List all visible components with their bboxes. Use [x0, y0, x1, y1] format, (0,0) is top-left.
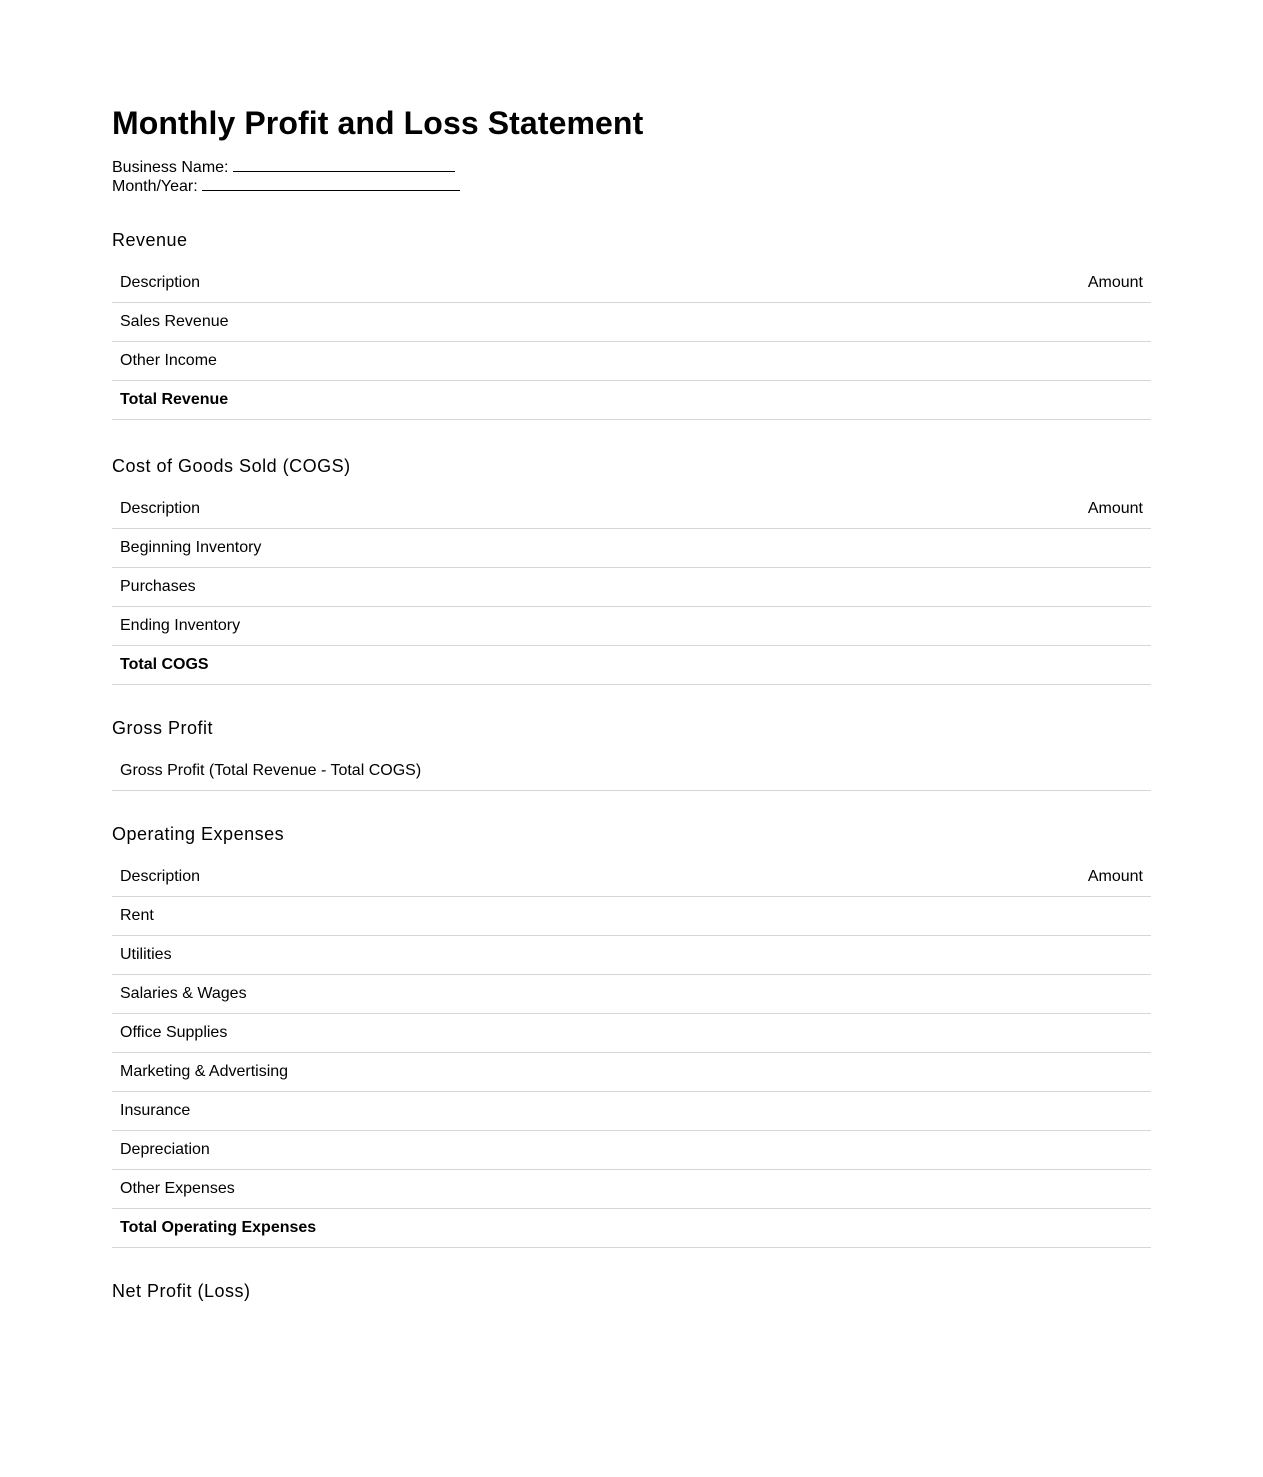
table-row — [112, 1131, 1151, 1170]
net-profit-section — [112, 1279, 1151, 1303]
row-label: Marketing & Advertising — [112, 1053, 890, 1092]
row-label: Sales Revenue — [112, 303, 773, 342]
statement — [112, 103, 1151, 1303]
amount-cell[interactable] — [890, 936, 1151, 975]
table-header-row — [112, 858, 1151, 897]
row-label: Other Expenses — [112, 1170, 890, 1209]
amount-cell[interactable] — [890, 975, 1151, 1014]
amount-cell[interactable] — [890, 1092, 1151, 1131]
operating-expenses-table — [112, 858, 1151, 1248]
cogs-heading: Cost of Goods Sold (COGS) — [112, 456, 351, 476]
total-label: Total Operating Expenses — [112, 1209, 890, 1248]
table-row — [112, 936, 1151, 975]
row-label: Utilities — [112, 936, 890, 975]
row-label: Depreciation — [112, 1131, 890, 1170]
gross-profit-heading: Gross Profit — [112, 718, 214, 738]
month-year-line — [112, 177, 1151, 196]
month-year-blank[interactable] — [202, 177, 460, 191]
row-label: Office Supplies — [112, 1014, 890, 1053]
amount-cell[interactable] — [890, 1053, 1151, 1092]
amount-cell[interactable] — [890, 897, 1151, 936]
table-header-row — [112, 490, 1151, 529]
cogs-section — [112, 454, 1151, 685]
amount-cell[interactable] — [890, 1014, 1151, 1053]
amount-cell[interactable] — [890, 1131, 1151, 1170]
operating-expenses-heading: Operating Expenses — [112, 824, 285, 844]
revenue-section — [112, 228, 1151, 420]
net-profit-heading: Net Profit (Loss) — [112, 1281, 251, 1301]
operating-expenses-section — [112, 822, 1151, 1248]
description-header: Description — [112, 858, 890, 897]
row-label: Beginning Inventory — [112, 529, 828, 568]
business-name-label: Business Name: — [112, 159, 229, 176]
amount-cell[interactable] — [828, 568, 1151, 607]
table-row — [112, 303, 1151, 342]
page-title: Monthly Profit and Loss Statement — [112, 105, 644, 141]
amount-cell[interactable] — [828, 529, 1151, 568]
business-name-blank[interactable] — [233, 158, 455, 172]
month-year-label: Month/Year: — [112, 178, 198, 195]
description-header: Description — [112, 490, 828, 529]
total-row — [112, 381, 1151, 420]
table-row — [112, 897, 1151, 936]
table-row — [112, 1092, 1151, 1131]
row-label: Insurance — [112, 1092, 890, 1131]
gross-profit-table — [112, 752, 1151, 791]
row-label: Salaries & Wages — [112, 975, 890, 1014]
table-row — [112, 975, 1151, 1014]
row-label: Purchases — [112, 568, 828, 607]
table-row — [112, 752, 1151, 791]
revenue-heading: Revenue — [112, 230, 188, 250]
total-row — [112, 646, 1151, 685]
amount-header: Amount — [773, 264, 1151, 303]
description-header: Description — [112, 264, 773, 303]
total-amount-cell[interactable] — [890, 1209, 1151, 1248]
table-row — [112, 568, 1151, 607]
cogs-table — [112, 490, 1151, 685]
amount-cell[interactable] — [890, 1170, 1151, 1209]
table-row — [112, 342, 1151, 381]
amount-header: Amount — [890, 858, 1151, 897]
table-header-row — [112, 264, 1151, 303]
amount-cell[interactable] — [1101, 752, 1151, 791]
header-info — [112, 158, 1151, 196]
row-label: Rent — [112, 897, 890, 936]
business-name-line — [112, 158, 1151, 177]
total-row — [112, 1209, 1151, 1248]
amount-cell[interactable] — [773, 303, 1151, 342]
table-row — [112, 1053, 1151, 1092]
amount-cell[interactable] — [828, 607, 1151, 646]
table-row — [112, 1170, 1151, 1209]
gross-profit-section — [112, 716, 1151, 791]
row-label: Gross Profit (Total Revenue - Total COGS) — [112, 752, 1101, 791]
amount-header: Amount — [828, 490, 1151, 529]
table-row — [112, 1014, 1151, 1053]
total-label: Total Revenue — [112, 381, 773, 420]
total-label: Total COGS — [112, 646, 828, 685]
revenue-table — [112, 264, 1151, 420]
row-label: Ending Inventory — [112, 607, 828, 646]
amount-cell[interactable] — [773, 342, 1151, 381]
total-amount-cell[interactable] — [828, 646, 1151, 685]
row-label: Other Income — [112, 342, 773, 381]
total-amount-cell[interactable] — [773, 381, 1151, 420]
table-row — [112, 607, 1151, 646]
table-row — [112, 529, 1151, 568]
